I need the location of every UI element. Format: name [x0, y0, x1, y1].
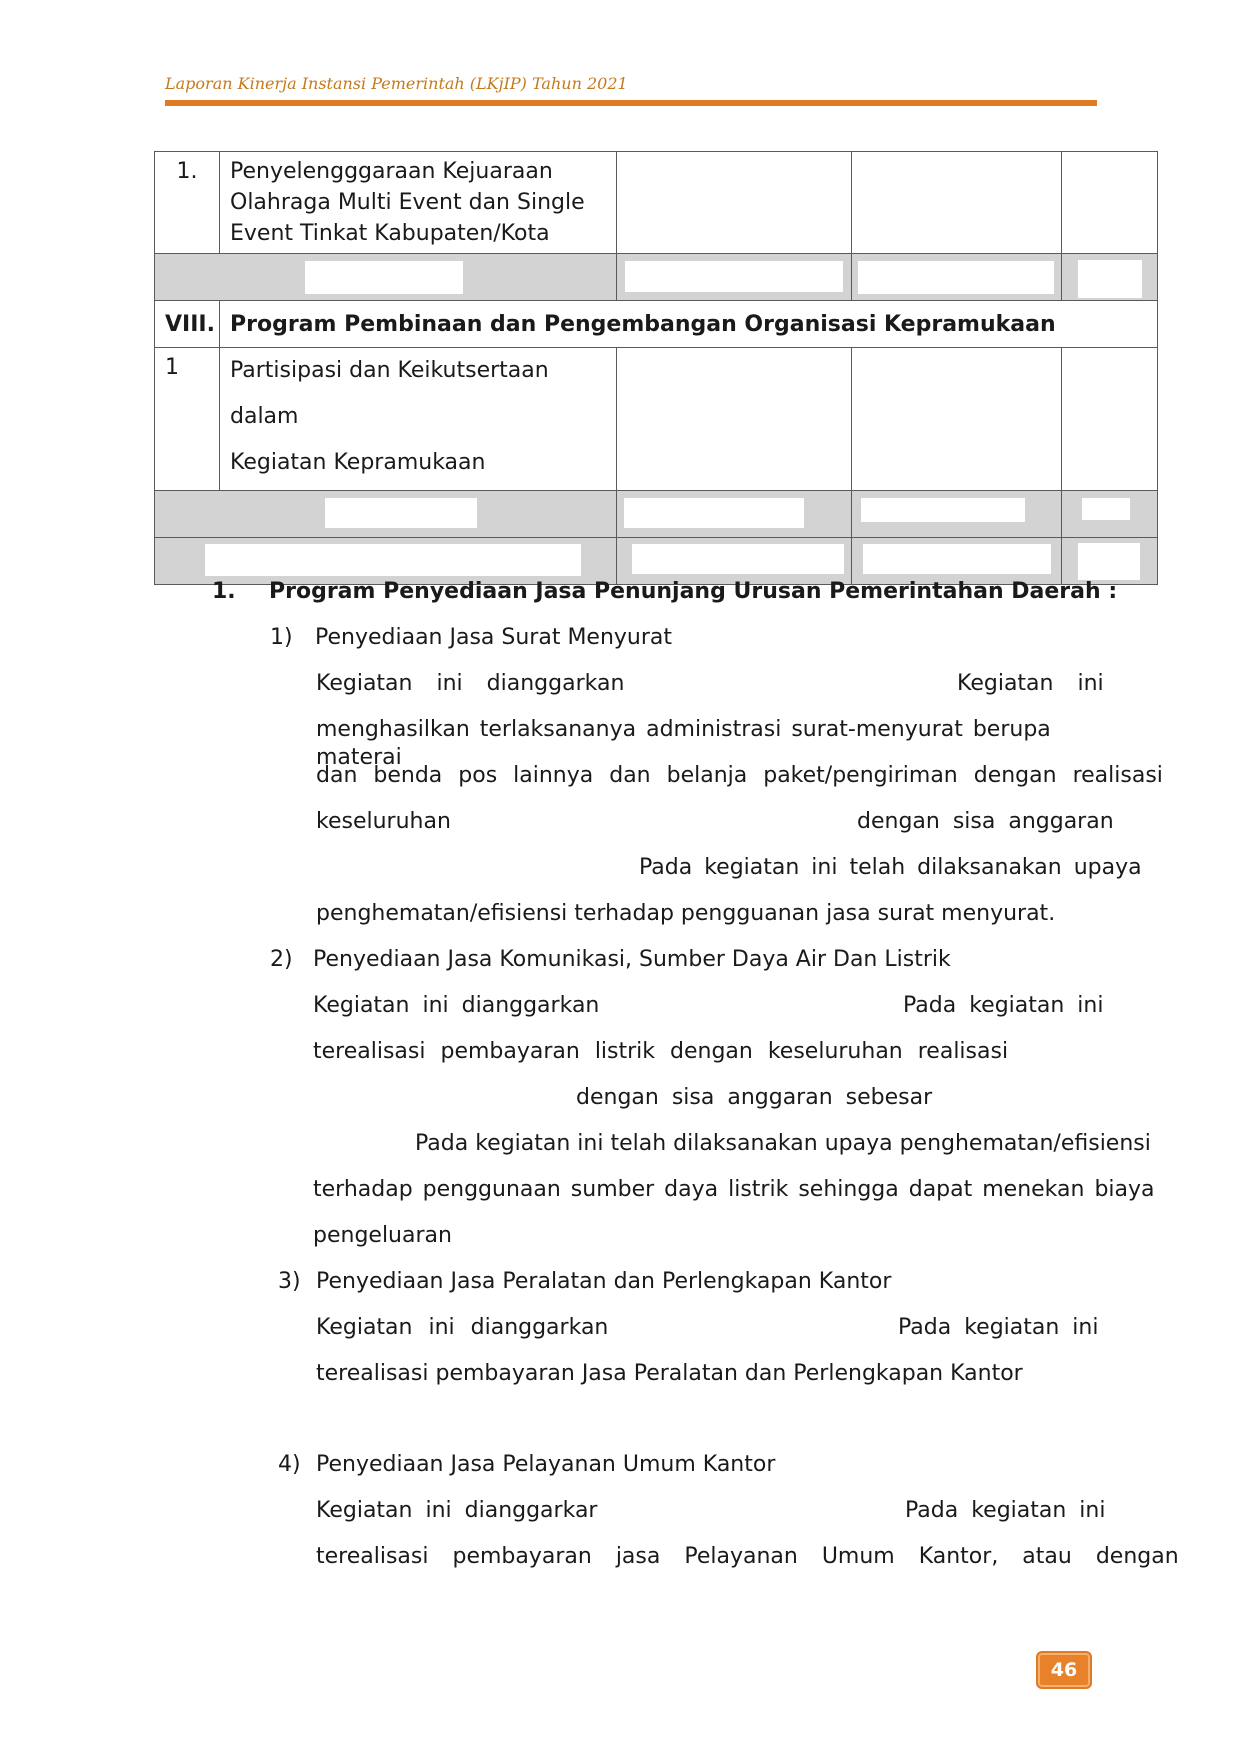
item-title: Penyediaan Jasa Komunikasi, Sumber Daya Air Dan Listrik	[313, 947, 951, 972]
paragraph-line: dengan sisa anggaran sebesar	[576, 1085, 933, 1110]
paragraph-line: Pada kegiatan ini	[903, 993, 1104, 1018]
table-row	[155, 152, 1158, 254]
paragraph-line: Pada kegiatan ini	[898, 1315, 1099, 1340]
section-title: Program Penyediaan Jasa Penunjang Urusan Pemerintahan Daerah :	[269, 579, 1118, 604]
paragraph-line: Kegiatan ini dianggarkar	[316, 1498, 598, 1523]
word: Kegiatan	[957, 671, 1054, 696]
activity-name-line: Kegiatan Kepramukaan	[230, 450, 486, 475]
redaction-block	[861, 498, 1025, 522]
activity-name-line: Partisipasi dan Keikutsertaan dalam	[230, 358, 549, 429]
redaction-block	[325, 498, 477, 528]
table-cell	[617, 348, 852, 491]
row-number: 1	[155, 348, 220, 491]
paragraph-line: terealisasi pembayaran jasa Pelayanan Umum Kantor, atau dengan	[316, 1544, 1179, 1569]
table-cell	[1062, 152, 1158, 254]
item-number: 2)	[270, 947, 293, 972]
paragraph-line: dan benda pos lainnya dan belanja paket/pengiriman dengan realisasi	[316, 763, 1163, 788]
paragraph-line: terealisasi pembayaran listrik dengan keseluruhan realisasi	[313, 1039, 1009, 1064]
paragraph-line: Kegiatan ini dianggarkan	[316, 1315, 609, 1340]
redacted-cell	[617, 538, 852, 585]
table-cell	[852, 348, 1062, 491]
table-cell	[852, 152, 1062, 254]
word: dianggarkan	[486, 671, 625, 696]
redaction-block	[1078, 543, 1140, 580]
redacted-cell	[155, 254, 617, 301]
redacted-cell	[155, 538, 617, 585]
item-title: Penyediaan Jasa Peralatan dan Perlengkapan Kantor	[316, 1269, 892, 1294]
paragraph-line	[957, 670, 1104, 698]
redacted-cell	[1062, 254, 1158, 301]
redaction-block	[1082, 498, 1130, 520]
row-activity-name: Penyelengggaraan Kejuaraan Olahraga Multi Event dan Single Event Tinkat Kabupaten/Kota	[220, 152, 617, 254]
redacted-cell	[852, 254, 1062, 301]
report-header-title: Laporan Kinerja Instansi Pemerintah (LKjIP) Tahun 2021	[165, 74, 628, 93]
redaction-block	[205, 544, 581, 576]
redacted-cell	[617, 254, 852, 301]
page-number: 46	[1050, 1659, 1078, 1681]
item-title: Penyediaan Jasa Surat Menyurat	[315, 625, 673, 650]
paragraph-line	[316, 670, 624, 698]
header-divider	[165, 100, 1097, 106]
subtotal-row	[155, 254, 1158, 301]
item-title: Penyediaan Jasa Pelayanan Umum Kantor	[316, 1452, 776, 1477]
item-number: 1)	[270, 625, 293, 650]
table-row	[155, 348, 1158, 491]
redacted-cell	[852, 538, 1062, 585]
paragraph-line: terealisasi pembayaran Jasa Peralatan dan Perlengkapan Kantor	[316, 1361, 1023, 1386]
word: Kegiatan	[316, 671, 413, 696]
redacted-cell	[617, 491, 852, 538]
program-number: VIII.	[155, 301, 220, 348]
paragraph-line: Pada kegiatan ini	[905, 1498, 1106, 1523]
total-row	[155, 538, 1158, 585]
program-name: Program Pembinaan dan Pengembangan Organisasi Kepramukaan	[220, 301, 1158, 348]
paragraph-line: dengan sisa anggaran	[857, 809, 1114, 834]
table-cell	[617, 152, 852, 254]
subtotal-row	[155, 491, 1158, 538]
word: ini	[436, 671, 463, 696]
section-number: 1.	[212, 579, 236, 604]
paragraph-line: terhadap penggunaan sumber daya listrik sehingga dapat menekan biaya	[313, 1177, 1155, 1202]
word: ini	[1077, 671, 1104, 696]
paragraph-line: Kegiatan ini dianggarkan	[313, 993, 600, 1018]
paragraph-line: pengeluaran	[313, 1223, 452, 1248]
redaction-block	[858, 261, 1054, 294]
item-number: 4)	[278, 1452, 301, 1477]
page-number-badge	[1036, 1651, 1092, 1689]
redaction-block	[305, 261, 463, 294]
row-number: 1.	[155, 152, 220, 254]
redaction-block	[625, 261, 843, 292]
item-number: 3)	[278, 1269, 301, 1294]
redacted-cell	[1062, 491, 1158, 538]
program-header-row	[155, 301, 1158, 348]
paragraph-line: penghematan/efisiensi terhadap pengguanan jasa surat menyurat.	[316, 901, 1056, 926]
paragraph-line: Pada kegiatan ini telah dilaksanakan upaya	[639, 855, 1142, 880]
budget-table	[154, 151, 1158, 585]
line-text: menghasilkan terlaksananya administrasi surat-menyurat berupa materai	[316, 717, 1051, 770]
redacted-cell	[852, 491, 1062, 538]
redaction-block	[632, 544, 844, 574]
paragraph-line: keseluruhan	[316, 809, 451, 834]
paragraph-line: Pada kegiatan ini telah dilaksanakan upaya penghematan/efisiensi	[415, 1131, 1151, 1156]
redaction-block	[1078, 260, 1142, 298]
redaction-block	[863, 544, 1051, 574]
row-activity-name	[220, 348, 617, 491]
redaction-block	[624, 498, 804, 528]
redacted-cell	[155, 491, 617, 538]
table-cell	[1062, 348, 1158, 491]
redacted-cell	[1062, 538, 1158, 585]
